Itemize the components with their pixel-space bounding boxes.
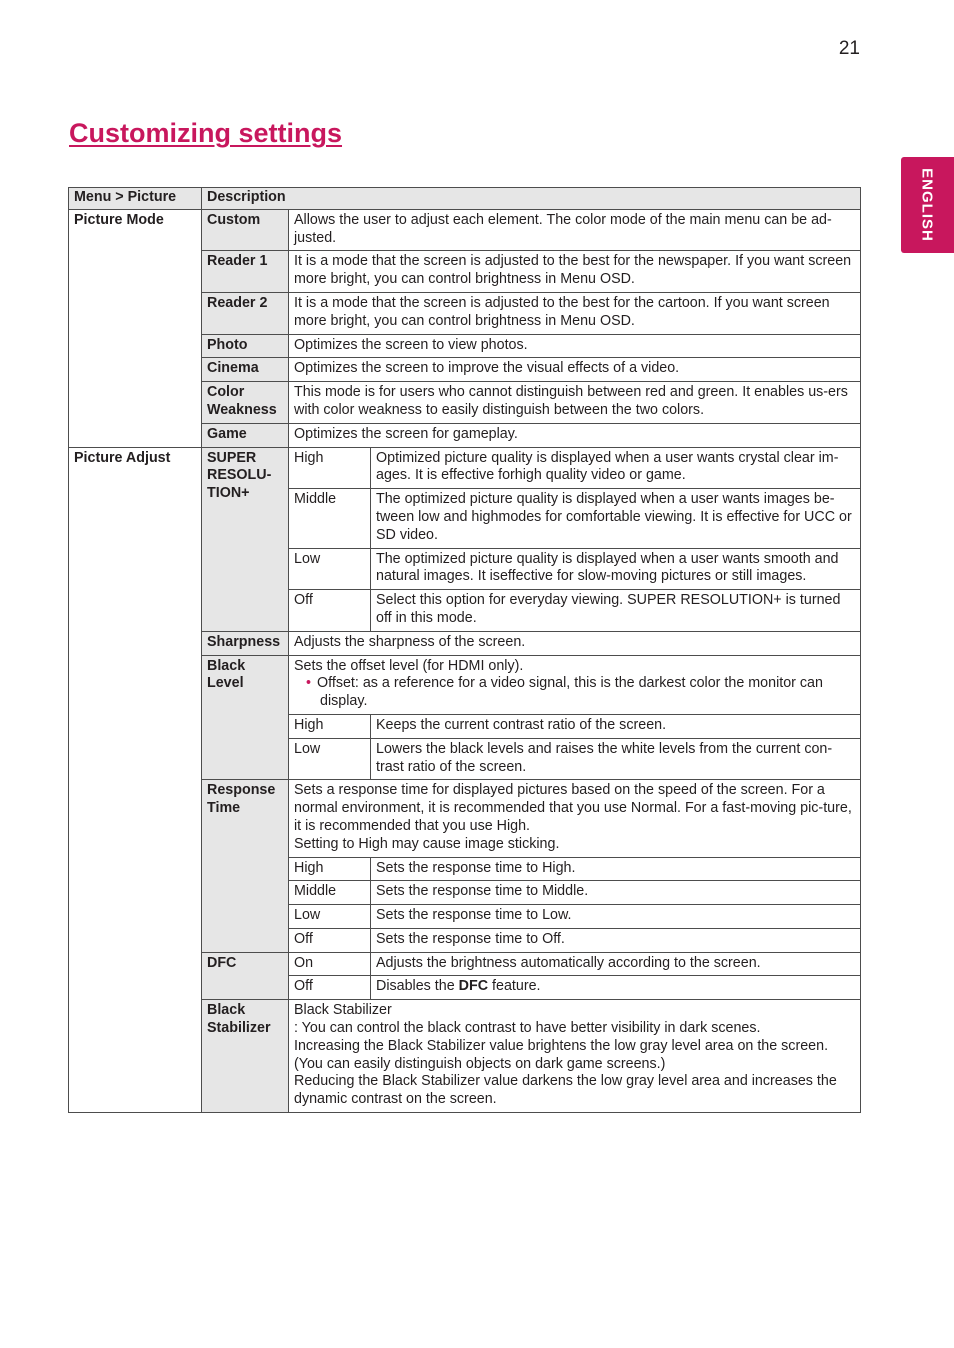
language-tab-label: ENGLISH (918, 168, 936, 242)
response-time-intro: Sets a response time for displayed pictures based on the speed of the screen. For a normal environment, it is recommended that you use Normal. For a fast-moving pic-ture, it is recommended that you use High. (294, 782, 852, 834)
black-stabilizer-line: Reducing the Black Stabilizer value darkens the low gray level area and increases the dynamic contrast on the screen. (294, 1073, 837, 1108)
item-name: Reader 1 (202, 251, 289, 293)
item-description: Optimizes the screen to view photos. (289, 334, 861, 358)
option-name: Low (289, 738, 371, 780)
option-description: Sets the response time to Off. (371, 928, 861, 952)
option-name: Off (289, 590, 371, 632)
option-description: Optimized picture quality is displayed when a user wants crystal clear im-ages. It is effective forhigh quality video or game. (371, 447, 861, 489)
item-name: Reader 2 (202, 292, 289, 334)
header-description: Description (202, 188, 861, 210)
page-title: Customizing settings (69, 118, 343, 148)
item-description: Adjusts the sharpness of the screen. (289, 631, 861, 655)
item-description: Allows the user to adjust each element. The color mode of the main menu can be ad-justed. (289, 209, 861, 251)
option-name: Low (289, 548, 371, 590)
item-description (289, 655, 861, 714)
item-name: Color Weakness (202, 382, 289, 424)
item-name: Sharpness (202, 631, 289, 655)
black-level-intro: Sets the offset level (for HDMI only). (294, 657, 524, 674)
option-description: Lowers the black levels and raises the white levels from the current con-trast ratio of the screen. (371, 738, 861, 780)
option-name: On (289, 952, 371, 976)
table-header-row (69, 188, 861, 210)
table-row (69, 209, 861, 251)
black-stabilizer-line: Black Stabilizer (294, 1002, 392, 1019)
option-name: Middle (289, 881, 371, 905)
item-description: Optimizes the screen for gameplay. (289, 423, 861, 447)
item-name: Photo (202, 334, 289, 358)
item-description (289, 1000, 861, 1113)
item-description (289, 780, 861, 857)
item-name: DFC (202, 952, 289, 1000)
option-description (371, 976, 861, 1000)
black-stabilizer-line: : You can control the black contrast to have better visibility in dark scenes. (294, 1020, 761, 1037)
dfc-off-text-before: Disables the (376, 978, 455, 995)
option-description: Sets the response time to Low. (371, 905, 861, 929)
item-description: This mode is for users who cannot distinguish between red and green. It enables us-ers with color weakness to easily distinguish between the two colors. (289, 382, 861, 424)
menu-picture-adjust: Picture Adjust (69, 447, 202, 1113)
picture-settings-table (68, 187, 861, 1113)
option-name: Off (289, 928, 371, 952)
option-description: Sets the response time to High. (371, 857, 861, 881)
item-name: SUPER RESOLU-TION+ (202, 447, 289, 631)
black-stabilizer-line: Increasing the Black Stabilizer value brightens the low gray level area on the screen. (You can easily distinguish objects on dark game screens.) (294, 1037, 829, 1072)
option-name: High (289, 714, 371, 738)
option-name: High (289, 447, 371, 489)
table-row (69, 447, 861, 489)
option-description: Select this option for everyday viewing. SUPER RESOLUTION+ is turned off in this mode. (371, 590, 861, 632)
item-name: Response Time (202, 780, 289, 952)
item-name: Cinema (202, 358, 289, 382)
header-menu: Menu > Picture (69, 188, 202, 210)
dfc-off-text-bold: DFC (458, 978, 489, 995)
option-description: Adjusts the brightness automatically according to the screen. (371, 952, 861, 976)
option-description: Keeps the current contrast ratio of the screen. (371, 714, 861, 738)
option-name: High (289, 857, 371, 881)
item-name: Game (202, 423, 289, 447)
language-tab (901, 157, 954, 253)
item-name: Black Stabilizer (202, 1000, 289, 1113)
option-description: Sets the response time to Middle. (371, 881, 861, 905)
list-item (294, 675, 855, 711)
item-description: It is a mode that the screen is adjusted to the best for the newspaper. If you want screen more bright, you can control brightness in Menu OSD. (289, 251, 861, 293)
dfc-off-text-after: feature. (492, 978, 541, 995)
item-description: Optimizes the screen to improve the visual effects of a video. (289, 358, 861, 382)
item-name: Black Level (202, 655, 289, 780)
response-time-note: Setting to High may cause image sticking. (294, 835, 560, 852)
page-number: 21 (838, 38, 860, 59)
option-name: Middle (289, 489, 371, 548)
option-description: The optimized picture quality is displayed when a user wants images be-tween low and highmodes for comfortable viewing. It is effective for UCC or SD video. (371, 489, 861, 548)
item-name: Custom (202, 209, 289, 251)
bullet-icon: • (306, 675, 312, 692)
item-description: It is a mode that the screen is adjusted to the best for the cartoon. If you want screen more bright, you can control brightness in Menu OSD. (289, 292, 861, 334)
option-name: Low (289, 905, 371, 929)
option-name: Off (289, 976, 371, 1000)
black-level-bullet: Offset: as a reference for a video signal, this is the darkest color the monitor can display. (317, 675, 823, 710)
menu-picture-mode: Picture Mode (69, 209, 202, 447)
option-description: The optimized picture quality is displayed when a user wants smooth and natural images. It iseffective for slow-moving pictures or still images. (371, 548, 861, 590)
